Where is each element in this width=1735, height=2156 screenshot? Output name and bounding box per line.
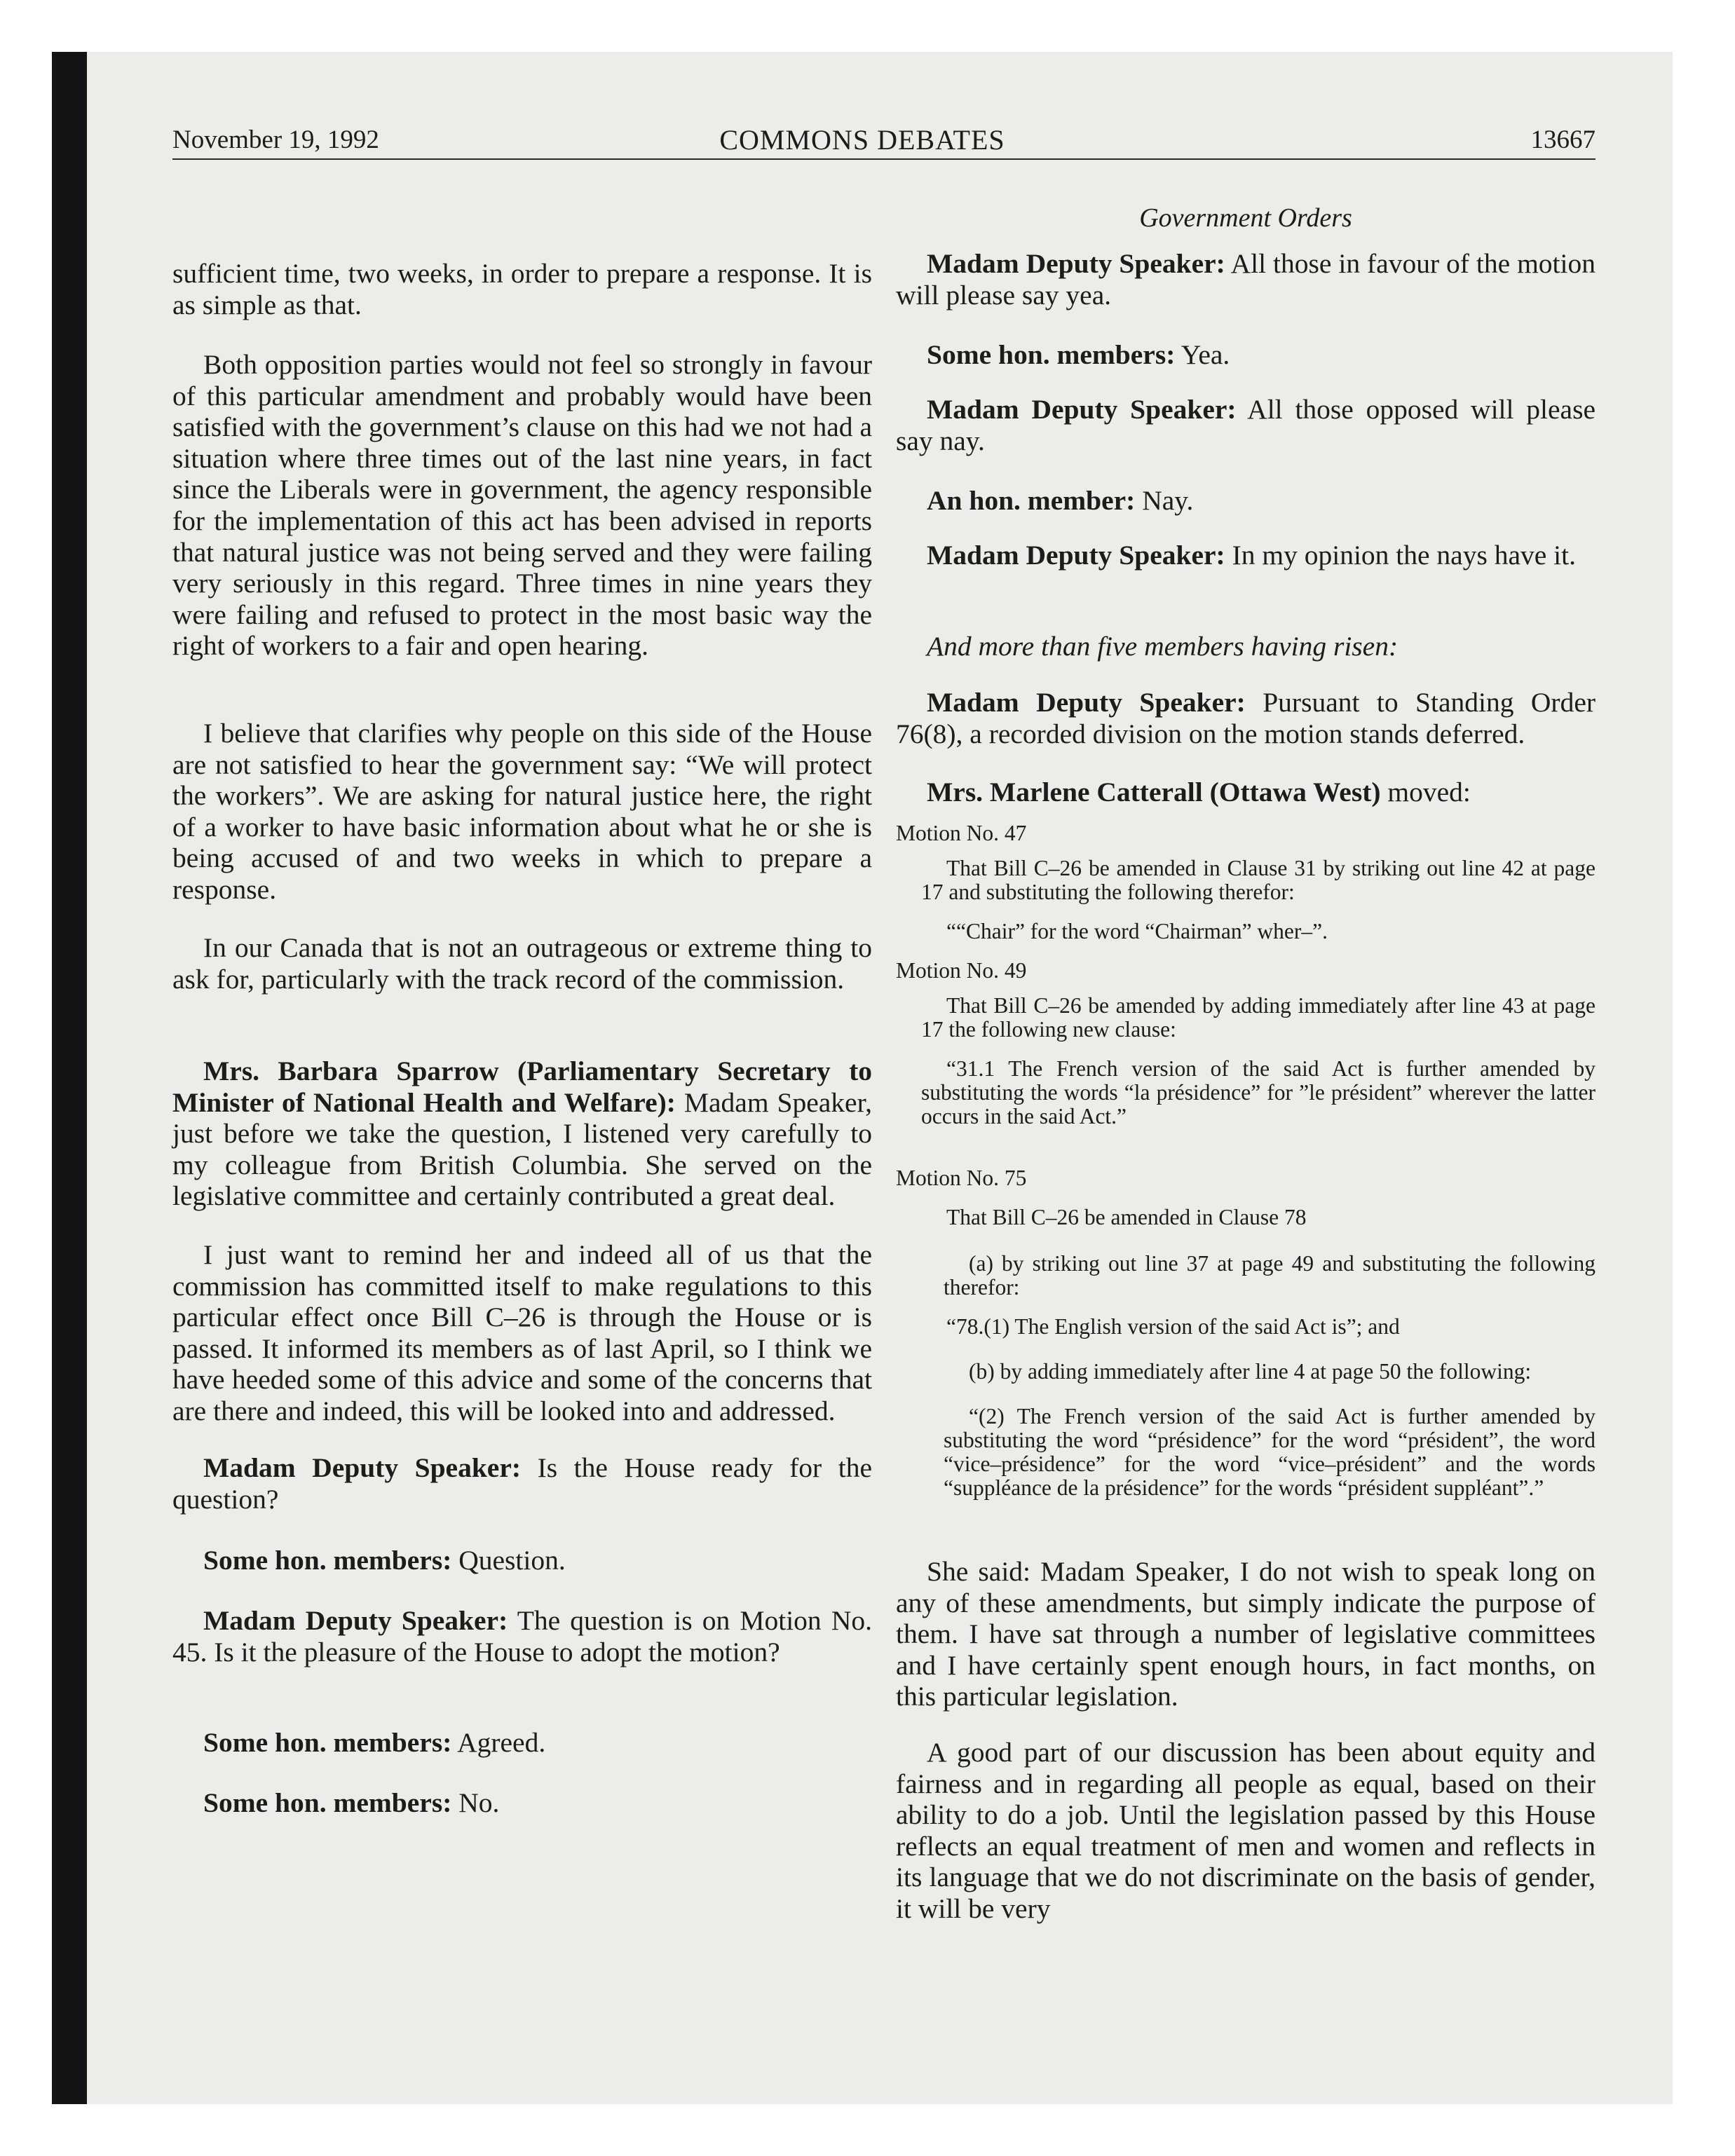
motion-clause: (b) by adding immediately after line 4 at page 50 the following: bbox=[969, 1359, 1532, 1384]
speaker-name: Some hon. members: bbox=[927, 339, 1176, 370]
motion-quote: “(2) The French version of the said Act is further amended by substituting the word “présidence” for the word “président”, the word “vice–présidence” for the word “vice–président” and the words “suppléance de la présidence” for the words “président suppléant”.” bbox=[944, 1404, 1595, 1500]
paragraph: sufficient time, two weeks, in order to prepare a response. It is as simple as that. bbox=[172, 258, 872, 320]
speaker-name: Mrs. Marlene Catterall (Ottawa West) bbox=[927, 777, 1381, 807]
paragraph: In our Canada that is not an outrageous or extreme thing to ask for, particularly with the track record of the commission. bbox=[172, 932, 872, 995]
speaker-name: Madam Deputy Speaker: bbox=[203, 1605, 508, 1636]
speech-text: In my opinion the nays have it. bbox=[1232, 540, 1576, 571]
paragraph: She said: Madam Speaker, I do not wish to speak long on any of these amendments, but simply indicate the purpose of them. I have sat through a number of legislative committees and I have certainly spent enough hours, in fact months, on this particular legislation. bbox=[896, 1556, 1595, 1712]
speech-text: The question is on Motion No. 45. Is it the pleasure of the House to adopt the motion? bbox=[172, 1605, 872, 1667]
section-heading: Government Orders bbox=[1139, 203, 1352, 233]
paragraph: Both opposition parties would not feel so strongly in favour of this particular amendment and probably would have been satisfied with the government’s clause on this had we not had a situation where three times out of the last nine years, in fact since the Liberals were in government, the agency responsible for the implementation of this act has been advised in reports that natural justice was not being served and they were failing very seriously in this regard. Three times in nine years they were failing and refused to protect in the most basic way the right of workers to a fair and open hearing. bbox=[172, 349, 872, 662]
speech bbox=[896, 540, 1595, 571]
header-date: November 19, 1992 bbox=[172, 125, 379, 154]
speech-text: No. bbox=[458, 1787, 500, 1818]
motion-label: Motion No. 47 bbox=[896, 821, 1027, 845]
motion-clause: (a) by striking out line 37 at page 49 and substituting the following therefor: bbox=[944, 1251, 1595, 1299]
speaker-name: Some hon. members: bbox=[203, 1787, 452, 1818]
motion-text: That Bill C–26 be amended in Clause 78 bbox=[946, 1205, 1307, 1229]
speaker-name: Madam Deputy Speaker: bbox=[927, 540, 1225, 571]
speaker-name: Mrs. Barbara Sparrow (Parliamentary Secretary to Minister of National Health and Welfare): bbox=[172, 1056, 872, 1118]
speech-text: All those in favour of the motion will please say yea. bbox=[896, 248, 1595, 311]
binding-edge-shadow bbox=[52, 52, 87, 2104]
speech-text: Is the House ready for the question? bbox=[172, 1452, 872, 1515]
speech-text: Agreed. bbox=[457, 1727, 546, 1758]
scanned-page bbox=[52, 52, 1673, 2104]
speech bbox=[896, 248, 1595, 311]
speaker-name: Madam Deputy Speaker: bbox=[927, 394, 1237, 425]
speaker-name: An hon. member: bbox=[927, 485, 1136, 516]
speech bbox=[172, 1605, 872, 1667]
speech bbox=[896, 777, 1595, 808]
motion-text: That Bill C–26 be amended in Clause 31 by striking out line 42 at page 17 and substituting the following therefor: bbox=[921, 856, 1595, 904]
speech bbox=[172, 1056, 872, 1212]
speech-text: Nay. bbox=[1142, 485, 1194, 516]
speaker-name: Madam Deputy Speaker: bbox=[927, 687, 1246, 718]
paragraph: I just want to remind her and indeed all of us that the commission has committed itself to make regulations to this particular effect once Bill C–26 is through the House or is passed. It informed its members as of last April, so I think we have heeded some of this advice and some of the concerns that are there and indeed, this will be looked into and addressed. bbox=[172, 1239, 872, 1426]
motion-quote: “78.(1) The English version of the said Act is”; and bbox=[946, 1314, 1400, 1339]
motion-quote: “31.1 The French version of the said Act is further amended by substituting the words “la présidence” for ”le président” wherever the latter occurs in the said Act.” bbox=[921, 1056, 1595, 1128]
speech bbox=[172, 1727, 872, 1759]
speech bbox=[172, 1545, 872, 1576]
speaker-name: Madam Deputy Speaker: bbox=[927, 248, 1225, 279]
speaker-name: Some hon. members: bbox=[203, 1545, 452, 1576]
header-title: COMMONS DEBATES bbox=[719, 124, 1005, 156]
motion-quote: ““Chair” for the word “Chairman” wher–”. bbox=[946, 919, 1328, 943]
speech bbox=[896, 687, 1595, 749]
speaker-name: Madam Deputy Speaker: bbox=[203, 1452, 522, 1483]
speech-text: Question. bbox=[458, 1545, 566, 1576]
stage-direction: And more than five members having risen: bbox=[927, 631, 1399, 662]
speech-text: Yea. bbox=[1181, 339, 1230, 370]
header-page-number: 13667 bbox=[1530, 125, 1595, 154]
speech-text: Madam Speaker, just before we take the question, I listened very carefully to my colleague from British Columbia. She served on the legislative committee and certainly contributed a great deal. bbox=[172, 1086, 873, 1212]
speech bbox=[896, 394, 1595, 456]
header-rule bbox=[172, 158, 1595, 160]
paragraph: I believe that clarifies why people on this side of the House are not satisfied to hear the government say: “We will protect the workers”. We are asking for natural justice here, the right of a worker to have basic information about what he or she is being accused of and two weeks in which to prepare a response. bbox=[172, 718, 872, 905]
speech bbox=[172, 1787, 872, 1819]
paragraph: A good part of our discussion has been about equity and fairness and in regarding all people as equal, based on their ability to do a job. Until the legislation passed by this House reflects an equal treatment of men and women and reflects in its language that we do not discriminate on the basis of gender, it will be very bbox=[896, 1737, 1595, 1924]
speech-text: moved: bbox=[1387, 777, 1471, 807]
speech-text: Pursuant to Standing Order 76(8), a recorded division on the motion stands deferred. bbox=[896, 687, 1595, 749]
motion-label: Motion No. 75 bbox=[896, 1166, 1027, 1190]
speech bbox=[896, 485, 1595, 517]
speech bbox=[896, 339, 1595, 371]
speech bbox=[172, 1452, 872, 1515]
motion-label: Motion No. 49 bbox=[896, 958, 1027, 983]
motion-text: That Bill C–26 be amended by adding immediately after line 43 at page 17 the following new clause: bbox=[921, 993, 1595, 1042]
speech-text: All those opposed will please say nay. bbox=[896, 394, 1595, 456]
speaker-name: Some hon. members: bbox=[203, 1727, 452, 1758]
